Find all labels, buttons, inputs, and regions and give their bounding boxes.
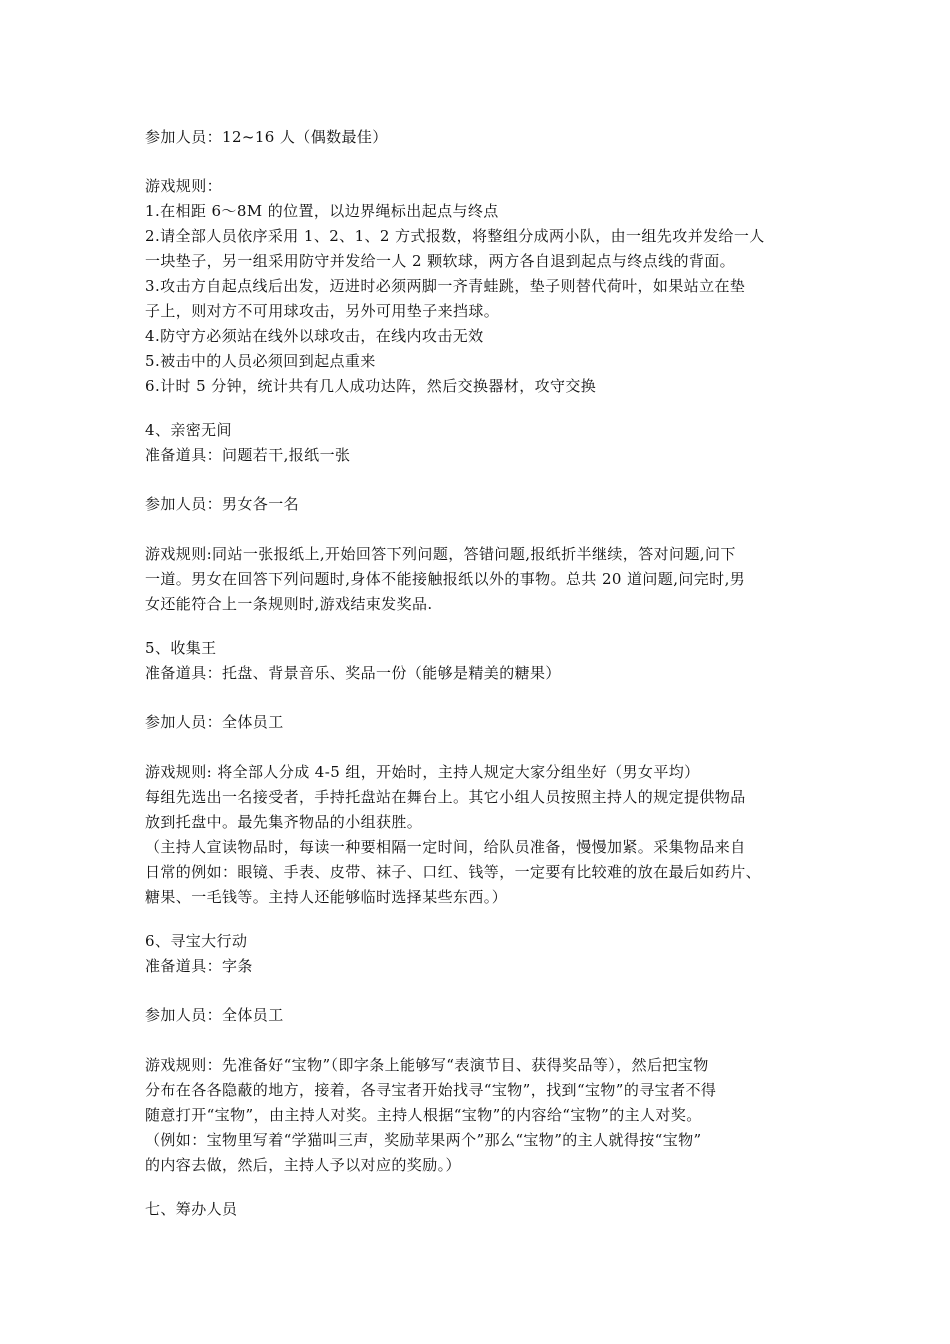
text-line: 准备道具：问题若干,报纸一张 [145,446,351,464]
text-line: （主持人宣读物品时，每读一种要相隔一定时间，给队员准备，慢慢加紧。采集物品来自 [145,838,746,856]
text-line: 游戏规则： [145,177,223,195]
text-line: 1.在相距 6～8M 的位置，以边界绳标出起点与终点 [145,202,499,220]
text-line: 游戏规则:同站一张报纸上,开始回答下列问题，答错问题,报纸折半继续，答对问题,问下 [145,545,736,563]
text-line: 日常的例如：眼镜、手表、皮带、袜子、口红、钱等，一定要有比较难的放在最后如药片、 [145,863,762,881]
text-line: 一道。男女在回答下列问题时,身体不能接触报纸以外的事物。总共 20 道问题,问完时,男 [145,570,746,588]
text-line: （例如：宝物里写着“学猫叫三声，奖励苹果两个”那么“宝物”的主人就得按“宝物” [145,1131,702,1149]
section-heading: 6、寻宝大行动 [145,932,248,950]
section-heading: 4、亲密无间 [145,421,232,439]
text-line: 参加人员：男女各一名 [145,495,300,513]
section-heading: 5、收集王 [145,639,217,657]
text-line: 5.被击中的人员必须回到起点重来 [145,352,376,370]
text-line: 3.攻击方自起点线后出发，迈进时必须两脚一齐青蛙跳，垫子则替代荷叶，如果站立在垫 [145,277,746,295]
text-line: 子上，则对方不可用球攻击，另外可用垫子来挡球。 [145,302,500,320]
text-line: 参加人员：全体员工 [145,713,284,731]
text-line: 放到托盘中。最先集齐物品的小组获胜。 [145,813,423,831]
text-line: 4.防守方必须站在线外以球攻击，在线内攻击无效 [145,327,484,345]
text-line: 每组先选出一名接受者，手持托盘站在舞台上。其它小组人员按照主持人的规定提供物品 [145,788,746,806]
text-line: 参加人员：全体员工 [145,1006,284,1024]
text-line: 游戏规则: 将全部人分成 4-5 组，开始时，主持人规定大家分组坐好（男女平均） [145,763,700,781]
text-line: 一块垫子，另一组采用防守并发给一人 2 颗软球，两方各自退到起点与终点线的背面。 [145,252,736,270]
text-line: 随意打开“宝物”，由主持人对奖。主持人根据“宝物”的内容给“宝物”的主人对奖。 [145,1106,702,1124]
section-heading: 七、筹办人员 [145,1200,238,1218]
text-line: 糖果、一毛钱等。主持人还能够临时选择某些东西。） [145,888,508,906]
text-line: 准备道具：托盘、背景音乐、奖品一份（能够是精美的糖果） [145,664,561,682]
text-line: 2.请全部人员依序采用 1、2、1、2 方式报数，将整组分成两小队，由一组先攻并发给一人 [145,227,765,245]
text-line: 6.计时 5 分钟，统计共有几人成功达阵，然后交换器材，攻守交换 [145,377,597,395]
text-line: 的内容去做，然后，主持人予以对应的奖励。） [145,1156,461,1174]
text-line: 游戏规则：先准备好“宝物”（即字条上能够写“表演节目、获得奖品等），然后把宝物 [145,1056,709,1074]
text-line: 女还能符合上一条规则时,游戏结束发奖品. [145,595,433,613]
text-line: 参加人员：12~16 人（偶数最佳） [145,128,388,146]
text-line: 分布在各各隐蔽的地方，接着，各寻宝者开始找寻“宝物”，找到“宝物”的寻宝者不得 [145,1081,717,1099]
text-line: 准备道具：字条 [145,957,253,975]
